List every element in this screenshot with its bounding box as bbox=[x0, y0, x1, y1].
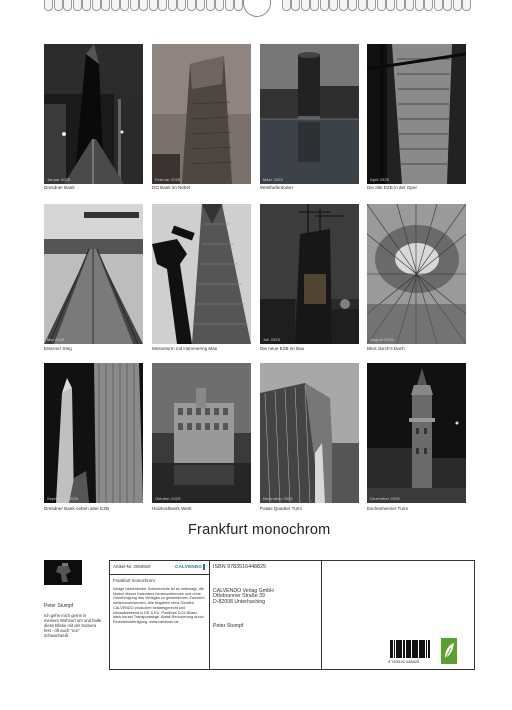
photo-tile-7 bbox=[260, 204, 359, 344]
month-label: Januar 2025 bbox=[47, 177, 71, 182]
photo-tile-3 bbox=[260, 44, 359, 184]
month-label: September 2025 bbox=[47, 496, 78, 501]
photo-tile-9 bbox=[44, 363, 143, 503]
photo-alte-ezb-oper bbox=[367, 44, 466, 184]
binding-ring bbox=[101, 0, 110, 11]
binding-ring bbox=[310, 0, 319, 11]
binding-ring bbox=[453, 0, 462, 11]
binding-ring bbox=[63, 0, 72, 11]
info-table-left-rule bbox=[109, 560, 110, 670]
photo-caption: Blick durch's Dach bbox=[367, 346, 405, 351]
info-table-top-rule bbox=[109, 560, 475, 561]
photo-neue-ezb-bau bbox=[260, 204, 359, 344]
barcode-bar bbox=[429, 640, 430, 658]
photo-caption: Heizkraftwerk West bbox=[152, 506, 192, 511]
binding-ring bbox=[415, 0, 424, 11]
month-label: November 2025 bbox=[263, 496, 293, 501]
eco-leaf-icon bbox=[441, 638, 457, 664]
binding-ring bbox=[462, 0, 471, 11]
binding-ring bbox=[196, 0, 205, 11]
binding-ring bbox=[358, 0, 367, 11]
binding-ring bbox=[443, 0, 452, 11]
binding-ring bbox=[92, 0, 101, 11]
photo-caption: Die alte EZB in der Oper bbox=[367, 185, 418, 190]
binding-ring bbox=[282, 0, 291, 11]
month-label: März 2025 bbox=[263, 177, 283, 182]
binding-ring bbox=[396, 0, 405, 11]
photo-caption: DG Bank im Nebel bbox=[152, 185, 191, 190]
binding-ring bbox=[434, 0, 443, 11]
photo-heizkraftwerk-west bbox=[152, 363, 251, 503]
photo-westhafentower bbox=[260, 44, 359, 184]
calvendo-logo: CALVENDO bbox=[175, 562, 205, 571]
photographer-name: Peter Stumpf bbox=[213, 623, 244, 629]
binding-ring bbox=[149, 0, 158, 11]
info-table-inner-rule bbox=[109, 574, 209, 575]
binding-ring bbox=[168, 0, 177, 11]
month-label: April 2025 bbox=[370, 177, 390, 182]
photo-blick-durchs-dach bbox=[367, 204, 466, 344]
photo-dresdner-bank-alte-ezb bbox=[44, 363, 143, 503]
photo-caption: Eschenheimer Turm bbox=[367, 506, 409, 511]
info-table-divider-2 bbox=[321, 560, 322, 670]
photo-tile-6 bbox=[152, 204, 251, 344]
publisher-city: D-82008 Unterhaching bbox=[213, 599, 266, 605]
author-name: Peter Stumpf bbox=[44, 603, 74, 609]
binding-ring bbox=[82, 0, 91, 11]
photo-eiserner-steg bbox=[44, 204, 143, 344]
publisher-street: Ottobrunner Straße 39 bbox=[213, 593, 265, 599]
info-table-right-rule bbox=[474, 560, 475, 670]
month-label: Dezember 2025 bbox=[370, 496, 400, 501]
binding-ring bbox=[54, 0, 63, 11]
photo-tile-11 bbox=[260, 363, 359, 503]
author-bio: Ich gehe mich gerne in meinem Wohnort um und halte diese Blicke mit der Kamera fest - oft auch "nur" schwarzweiß. bbox=[44, 613, 102, 638]
photo-tile-4 bbox=[367, 44, 466, 184]
photo-dg-bank-nebel bbox=[152, 44, 251, 184]
month-label: Oktober 2025 bbox=[155, 496, 181, 501]
publisher-name: CALVENDO Verlag GmbH bbox=[213, 588, 274, 594]
binding-ring bbox=[377, 0, 386, 11]
legal-notice: Infolge bestehender Schutzrechte ist es untersagt, die Motive dieses Kalenders herauszutrennen und ohne Genehmigung des Verlages zu gewerblichen Zwecken weiterzuverwenden. Alle Angaben ohne Gewähr. CALVENDO produziert bedarfsgerecht und klimaabwesend in DE & EU. Positives CO2-Bilanz dank kurzer Transportwege. Abfall-Reduzierung durch Einzelstückfertigung. www.calvendo.de bbox=[113, 587, 205, 624]
binding-ring bbox=[329, 0, 338, 11]
photo-caption: Westhafentower bbox=[260, 185, 294, 190]
binding-ring bbox=[405, 0, 414, 11]
binding-ring bbox=[291, 0, 300, 11]
photo-dresdner-bank bbox=[44, 44, 143, 184]
binding-ring bbox=[187, 0, 196, 11]
info-table-bottom-rule bbox=[109, 669, 475, 670]
binding-ring bbox=[111, 0, 120, 11]
photo-tile-1 bbox=[44, 44, 143, 184]
photo-caption: Messeturm mit Hammering Man bbox=[152, 346, 218, 351]
binding-ring bbox=[120, 0, 129, 11]
binding-ring bbox=[386, 0, 395, 11]
binding-ring bbox=[348, 0, 357, 11]
binding-ring bbox=[320, 0, 329, 11]
binding-ring bbox=[424, 0, 433, 11]
binding-ring bbox=[215, 0, 224, 11]
photo-messeturm-hammering-man bbox=[152, 204, 251, 344]
photo-tile-12 bbox=[367, 363, 466, 503]
photo-eschenheimer-turm bbox=[367, 363, 466, 503]
article-number: Artikel-Nr. 2059929 bbox=[113, 564, 151, 569]
binding-ring bbox=[234, 0, 243, 11]
photo-tile-8 bbox=[367, 204, 466, 344]
month-label: Februar 2025 bbox=[155, 177, 181, 182]
barcode-number: 9 783516 448825 bbox=[388, 659, 420, 664]
isbn: ISBN 9783516448825 bbox=[213, 564, 267, 570]
photo-palais-quartier-turm bbox=[260, 363, 359, 503]
binding-ring bbox=[367, 0, 376, 11]
month-label: Mai 2025 bbox=[47, 337, 65, 342]
binding-ring bbox=[206, 0, 215, 11]
binding-ring bbox=[301, 0, 310, 11]
month-label: Juni 2025 bbox=[155, 337, 174, 342]
photo-caption: Eiserner Steg bbox=[44, 346, 72, 351]
product-title: Frankfurt monochrom bbox=[113, 578, 155, 583]
binding-ring bbox=[139, 0, 148, 11]
binding-ring bbox=[177, 0, 186, 11]
binding-ring bbox=[44, 0, 53, 11]
binding-ring bbox=[158, 0, 167, 11]
photo-tile-10 bbox=[152, 363, 251, 503]
binding-ring bbox=[73, 0, 82, 11]
binding-ring bbox=[130, 0, 139, 11]
binding-ring bbox=[339, 0, 348, 11]
calendar-title: Frankfurt monochrom bbox=[188, 522, 331, 538]
photo-tile-5 bbox=[44, 204, 143, 344]
info-table-divider-1 bbox=[209, 560, 210, 670]
author-thumbnail bbox=[44, 560, 82, 585]
month-label: Juli 2025 bbox=[263, 337, 280, 342]
month-label: August 2025 bbox=[370, 337, 394, 342]
photo-caption: Dresdner Bank bbox=[44, 185, 75, 190]
photo-caption: Dresdner Bank neben alter EZB bbox=[44, 506, 110, 511]
photo-caption: Die neue EZB im Bau bbox=[260, 346, 305, 351]
binding-ring bbox=[225, 0, 234, 11]
photo-caption: Palais Quartier Turm bbox=[260, 506, 303, 511]
photo-tile-2 bbox=[152, 44, 251, 184]
